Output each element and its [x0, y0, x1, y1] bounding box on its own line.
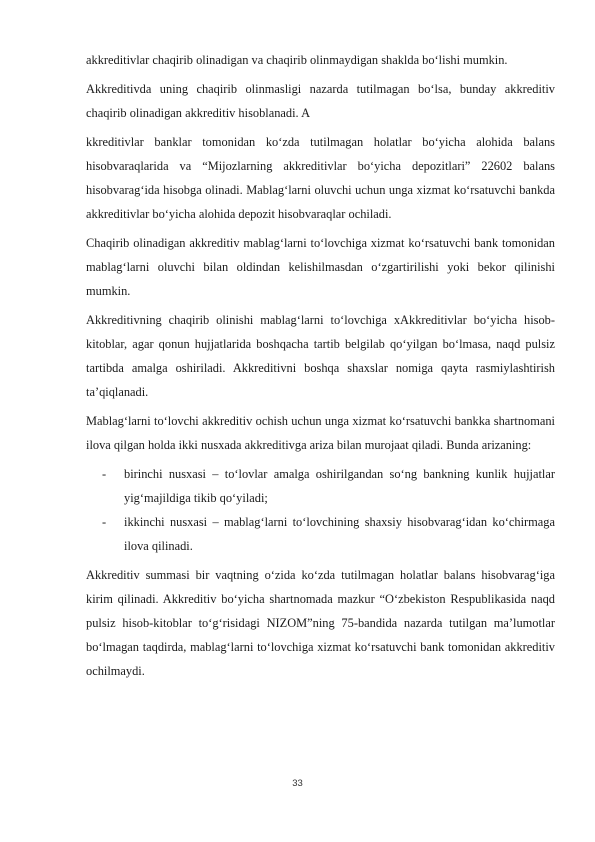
list-marker: -: [102, 467, 107, 481]
document-page: [86, 48, 555, 688]
closing-paragraph: Akkreditiv summasi bir vaqtning o‘zida ko‘zda tutilmagan holatlar balans hisobvarag‘iga kirim qilinadi. Akkreditiv bo‘yicha shartnomada mazkur “O‘zbekiston Respublikasida naqd pulsiz hisob-kitoblar to‘g‘risidagi NIZOM”ning 75-bandida nazarda tutilgan ma’lumotlar bo‘lmagan taqdirda, mablag‘larni to‘lovchiga xizmat ko‘rsatuvchi bank tomonidan akkreditiv ochilmaydi.: [86, 568, 555, 678]
list-item-text: birinchi nusxasi – to‘lovlar amalga oshirilgandan so‘ng bankning kunlik hujjatlar yig‘majildiga tikib qo‘yiladi;: [124, 467, 555, 505]
list-item: [86, 462, 555, 510]
paragraph-1: akkreditivlar chaqirib olinadigan va chaqirib olinmaydigan shaklda bo‘lishi mumkin.: [86, 53, 508, 67]
page-number: 33: [292, 778, 303, 789]
list-item-text: ikkinchi nusxasi – mablag‘larni to‘lovchining shaxsiy hisobvarag‘idan ko‘chirmaga ilova qilinadi.: [124, 515, 555, 553]
list-item: [86, 510, 555, 558]
paragraph-2: Akkreditivda uning chaqirib olinmasligi nazarda tutilmagan bo‘lsa, bunday akkreditiv chaqirib olinadigan akkreditiv hisoblanadi. A: [86, 82, 555, 120]
list-marker: -: [102, 515, 107, 529]
paragraph-3: kkreditivlar banklar tomonidan ko‘zda tutilmagan holatlar bo‘yicha alohida balans hisobvaraqlarida va “Mijozlarning akkreditivlar bo‘yicha depozitlari” 22602 balans hisobvarag‘ida hisobga olinadi. Mablag‘larni oluvchi uchun unga xizmat ko‘rsatuvchi bankda akkreditivlar bo‘yicha alohida depozit hisobvaraqlar ochiladi.: [86, 135, 555, 221]
paragraph-5: Akkreditivning chaqirib olinishi mablag‘larni to‘lovchiga xAkkreditivlar bo‘yicha hisob-kitoblar, agar qonun hujjatlarida boshqacha tartib belgilab qo‘yilgan bo‘lmasa, naqd pulsiz tartibda amalga oshiriladi. Akkreditivni boshqa shaxslar nomiga qayta rasmiylashtirish ta’qiqlanadi.: [86, 313, 555, 399]
paragraph-4: Chaqirib olinadigan akkreditiv mablag‘larni to‘lovchiga xizmat ko‘rsatuvchi bank tomonidan mablag‘larni oluvchi bilan oldindan kelishilmasdan o‘zgartirilishi yoki bekor qilinishi mumkin.: [86, 236, 555, 298]
paragraph-6: Mablag‘larni to‘lovchi akkreditiv ochish uchun unga xizmat ko‘rsatuvchi bankka shartnomani ilova qilgan holda ikki nusxada akkreditivga ariza bilan murojaat qiladi. Bunda arizaning:: [86, 414, 555, 452]
dash-list: [86, 462, 555, 558]
